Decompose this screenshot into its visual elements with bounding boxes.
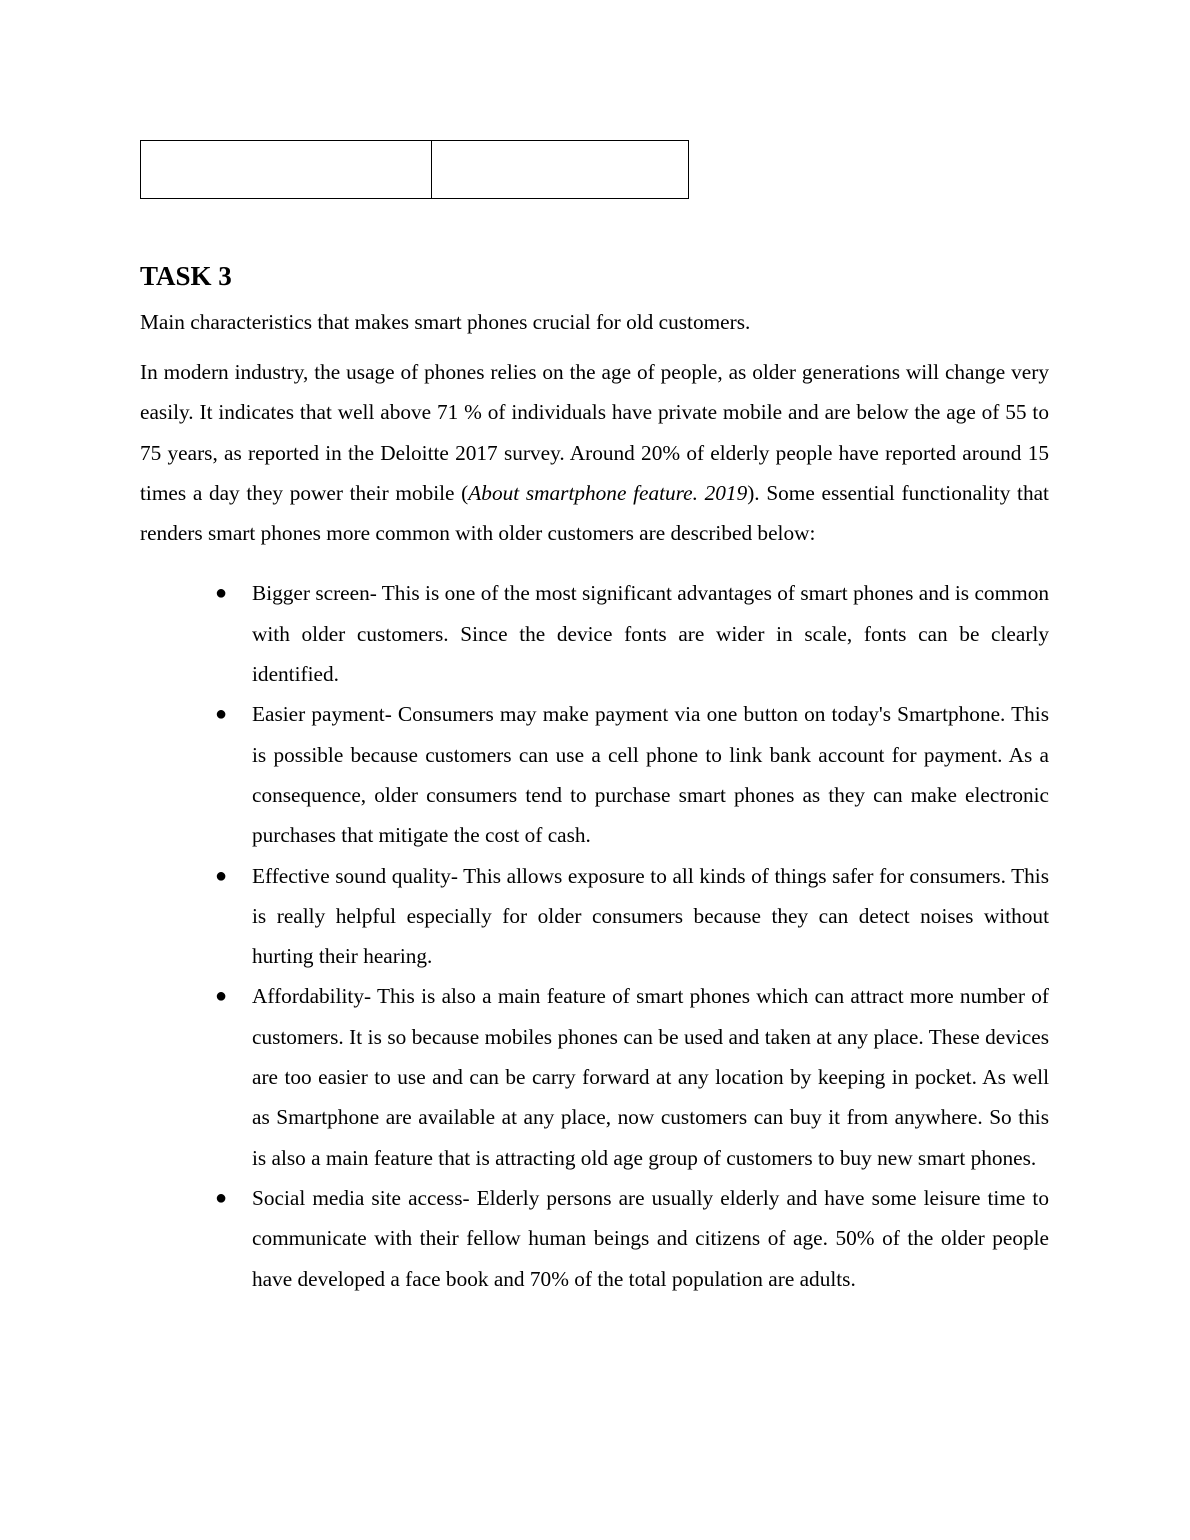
table-row: [141, 141, 689, 199]
list-item-text: Bigger screen- This is one of the most significant advantages of smart phones and is common with older customers. Since the device fonts are wider in scale, fonts can be clearly identified.: [252, 581, 1049, 687]
bullet-icon: ●: [215, 985, 228, 1008]
list-item: [215, 573, 1049, 694]
list-item: [215, 1178, 1049, 1299]
list-item-text: Affordability- This is also a main feature of smart phones which can attract more number of customers. It is so because mobiles phones can be used and taken at any place. These devices are too easier to use and can be carry forward at any location by keeping in pocket. As well as Smartphone are available at any place, now customers can buy it from anywhere. So this is also a main feature that is attracting old age group of customers to buy new smart phones.: [252, 984, 1049, 1170]
list-item-text: Social media site access- Elderly persons are usually elderly and have some leisure time to communicate with their fellow human beings and citizens of age. 50% of the older people have developed a face book and 70% of the total population are adults.: [252, 1185, 1049, 1291]
list-item: [215, 694, 1049, 855]
intro-text-part2: ). Some essential functionality that renders smart phones more common with older customers are described below:: [140, 480, 1049, 546]
section-heading: TASK 3: [140, 261, 232, 291]
bullet-icon: ●: [215, 582, 228, 605]
intro-text-part1: In modern industry, the usage of phones relies on the age of people, as older generations will change very easily. It indicates that well above 71 % of individuals have private mobile and are below the age of 55 to 75 years, as reported in the Deloitte 2017 survey. Around 20% of elderly people have reported around 15 times a day they power their mobile (: [140, 360, 1049, 505]
table-cell: [141, 141, 432, 199]
table-cell: [432, 141, 689, 199]
list-item: [215, 976, 1049, 1177]
list-item: [215, 856, 1049, 977]
section-subtitle: Main characteristics that makes smart phones crucial for old customers.: [140, 310, 751, 334]
bullet-icon: ●: [215, 864, 228, 887]
feature-list: [140, 573, 1049, 1298]
empty-table: [140, 140, 689, 199]
intro-paragraph: [140, 352, 1049, 553]
document-body: [140, 258, 1049, 1299]
bullet-icon: ●: [215, 703, 228, 726]
bullet-icon: ●: [215, 1186, 228, 1209]
list-item-text: Effective sound quality- This allows exposure to all kinds of things safer for consumers. This is really helpful especially for older consumers because they can detect noises without hurting their hearing.: [252, 863, 1049, 969]
intro-citation: About smartphone feature. 2019: [468, 480, 748, 505]
list-item-text: Easier payment- Consumers may make payment via one button on today's Smartphone. This is possible because customers can use a cell phone to link bank account for payment. As a consequence, older consumers tend to purchase smart phones as they can make electronic purchases that mitigate the cost of cash.: [252, 702, 1049, 848]
